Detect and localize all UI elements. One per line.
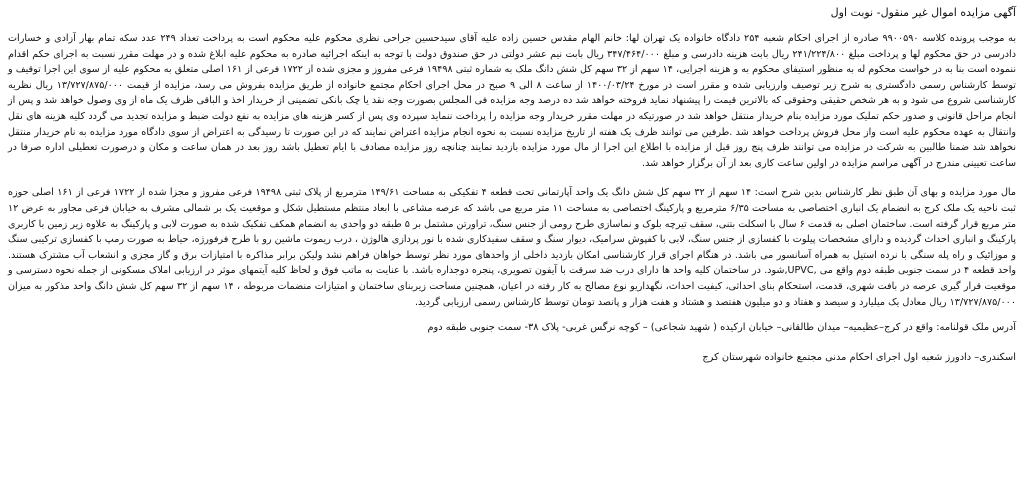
notice-paragraph-1: به موجب پرونده کلاسه ۹۹۰۰۵۹۰ صادره از اجرای احکام شعبه ۲۵۴ دادگاه خانواده یک تهران لها: خانم الهام مقدس حسین زاده علیه آقای سیدحسین جراحی نظری محکوم علیه محکوم است به پرداخت تعداد ۲۴۹ عدد سکه تمام بهار آزادی و خسارات دادرسی در حق محکوم لها و پرداخت مبلغ ۲۴۱/۲۲۴/۸۰۰ ریال بابت هزینه دادرسی و مبلغ ۳۴۷/۴۶۴/۰۰۰ ریال بابت نیم عشر دولتی در حق صندوق دولت با توجه به اینکه اجرائیه صادره به محکوم علیه ابلاغ شده و در مهلت مقرر نسبت به اجرای حکم اقدام ننموده است بنا به در خواست محکوم له به منظور استیفای محکوم به و هزینه اجرایی، ۱۴ سهم از ۳۲ سهم کل شش دانگ ملک به شماره ثبتی ۱۹۴۹۸ فرعی مفروز و مجزی شده از ۱۷۲۲ فرعی از ۱۶۱ اصلی متعلق به محکوم علیه از سوی این اجرا توقیف و توسط کارشناس رسمی دادگستری به شرح زیر توصیف وارزیابی شده و مقرر است در مورخ ۱۴۰۰/۰۳/۲۴ از ساعت ۸ الی ۹ صبح در محل اجرای احکام مجتمع خانواده از طریق مزایده بفروش می رسد، مزایده از قیمت ۱۳/۷۲۷/۸۷۵/۰۰۰ ریال نظریه کارشناسی شروع می شود و به هر شخص حقیقی وحقوقی که بالاترین قیمت را پیشنهاد نماید فروخته خواهد شد ده درصد وجه مزایده فی المجلس بصورت وجه نقد یا چک بانکی تضمینی از خریدار اخذ و الباقی ظرف یک ماه از وی وصول خواهد شد و پس از انجام مراحل قانونی و صدور حکم تملیک مورد مزایده بنام خریدار منتقل خواهد شد در صورتیکه در مهلت مقرر خریدار وجه مزایده را پرداخت ننماید سپرده وی پس از کسر هزینه های مزایده به نفع دولت ضبط و مزایده تجدید می گردد کلیه هزینه های نقل وانتقال به عهده محکوم علیه است واز محل فروش پرداخت خواهد شد .طرفین می توانند ظرف یک هفته از تاریخ مزایده نسبت به نحوه انجام مزایده اعتراض نمایند که در این صورت تا رسیدگی به اعتراض از سوی دادگاه مورد مزایده به نام خریدار منتقل نخواهد شد ضمنا طالبین به شرکت در مزایده می توانند ظرف پنج روز قبل از مزایده با اطلاع این اجرا از مال مورد مزایده بازدید نمایند چنانچه روز مزایده مصادف با ایام تعطیل باشد روز بعد در همان ساعت و مکان و درصورت تعطیلی اداره صرفا در ساعت تعیینی مندرج در آگهی مراسم مزایده در اولین ساعت کاری بعد از آن برگزار خواهد شد.	[8, 33, 1016, 169]
notice-paragraph-2: مال مورد مزایده و بهای آن طبق نظر کارشناس بدین شرح است: ۱۴ سهم از ۳۲ سهم کل شش دانگ یک واحد آپارتمانی تحت قطعه ۴ تفکیکی به مساحت ۱۴۹/۶۱ مترمربع از پلاک ثبتی ۱۹۴۹۸ فرعی مفروز و مجزا شده از ۱۷۲۲ فرعی از ۱۶۱ اصلی حوزه ثبت ناحیه یک ملک کرج به انضمام یک انباری اختصاصی به مساحت ۶/۳۵ مترمربع و پارکینگ اختصاصی به مساحت ۱۱ متر مربع می باشد که عرصه مشاعی با ابعاد منتظم مستطیل شکل و موقعیت یک بر شمالی مشرف به خیابان فرعی مجاور به عرض ۱۲ متر مربع قرار گرفته است. ساختمان اصلی به قدمت ۶ سال با اسکلت بتنی، سقف تیرچه بلوک و نماسازی طرح رومی از جنس سنگ، تراورتن مشتمل بر ۵ طبقه دو واحدی به انضمام همکف تفکیک شده به صورت لابی و پارکینگ به علاوه زیر زمین با کاربری پارکینگ و انباری احداث گردیده و دارای مشخصات پیلوت با کفسازی از جنس سنگ، لابی با کفپوش سرامیک، دیوار سنگ و سقف سفیدکاری شده با نور پردازی هالوژن ، درب ریموت ماشین رو با طرح فرفورژه، حیاط به صورت رمپ با کفسازی ترکیبی سنگ و موزائیک و راه پله سنگی با نرده استیل به همراه آسانسور می باشد. در هنگام اجرای قرار کارشناسی امکان بازدید داخلی از واحدهای مورد نظر توسط خواهان فراهم نشد ولیکن برابر مذاکره با امتیازات برق و گاز مجزی و انشعاب آب مشترک هستند. واحد قطعه ۴ در سمت جنوبی طبقه دوم واقع می ,UPVC,شود. در ساختمان کلیه واحد ها دارای درب ضد سرقت با آیفون تصویری، پنجره دوجداره باشد. با عنایت به ماتب فوق و لحاظ کلیه آیتمهای موثر در ارزیابی املاک مسکونی از جمله نحوه دسترسی و موقعیت قرار گیری عرصه در بافت شهری، قدمت، استحکام بنای احداثی، کیفیت احداث، نگهداریو نوع مصالح به کار رفته در اعیان، همچنین مساحت زیربنای ساختمان و امتیازات منضمات مربوطه ، ۱۴ سهم از ۳۲ سهم کل شش دانگ واحد مذکور به میزان ۱۳/۷۲۷/۸۷۵/۰۰۰ ریال معادل یک میلیارد و سیصد و هفتاد و دو میلیون هفتصد و هشتاد و هفت هزار و پانصد تومان توسط کارشناس رسمی ارزیابی گردید.	[8, 187, 1017, 308]
notice-title: آگهی مزایده اموال غیر منقول- نوبت اول	[830, 6, 1016, 19]
signature-line: اسکندری– دادورز شعبه اول اجرای احکام مدنی مجتمع خانواده شهرستان کرج	[702, 352, 1016, 364]
property-address: آدرس ملک قولنامه: واقع در کرج–عظیمیه– میدان طالقانی– خیابان ارکیده ( شهید شجاعی) – کوچه نرگس غربی- پلاک ۳۸- سمت جنوبی طبقه دوم	[427, 322, 1016, 334]
